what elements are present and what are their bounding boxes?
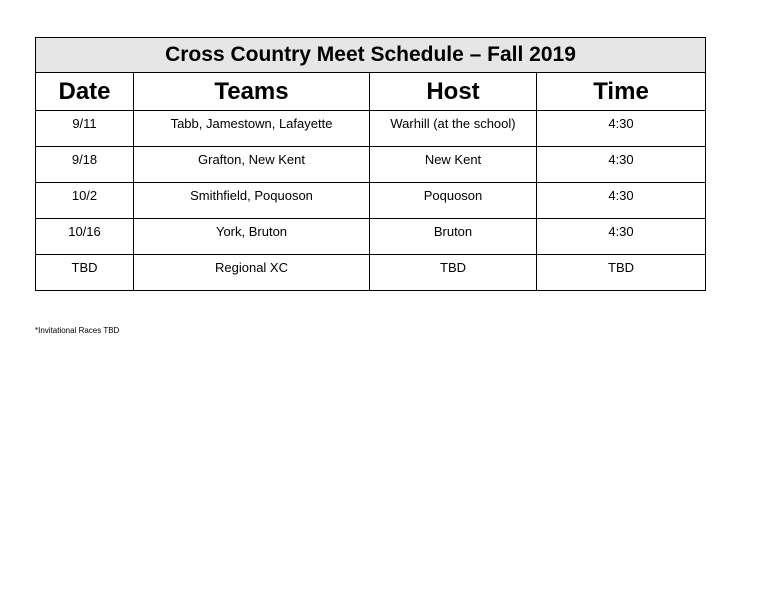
time-cell: TBD xyxy=(537,255,706,291)
teams-cell: Grafton, New Kent xyxy=(134,147,370,183)
table-row xyxy=(36,255,706,291)
time-cell: 4:30 xyxy=(537,111,706,147)
date-cell: 9/11 xyxy=(36,111,134,147)
header-row xyxy=(36,73,706,111)
host-cell: TBD xyxy=(370,255,537,291)
table-row xyxy=(36,111,706,147)
date-cell: TBD xyxy=(36,255,134,291)
time-cell: 4:30 xyxy=(537,183,706,219)
teams-cell: Regional XC xyxy=(134,255,370,291)
time-cell: 4:30 xyxy=(537,219,706,255)
column-header-teams: Teams xyxy=(134,73,370,111)
table-title: Cross Country Meet Schedule – Fall 2019 xyxy=(36,38,706,73)
title-row xyxy=(36,38,706,73)
column-header-time: Time xyxy=(537,73,706,111)
table-row xyxy=(36,147,706,183)
host-cell: Warhill (at the school) xyxy=(370,111,537,147)
host-cell: Poquoson xyxy=(370,183,537,219)
meet-schedule-table xyxy=(35,37,706,291)
footnote: *Invitational Races TBD xyxy=(35,326,120,335)
host-cell: New Kent xyxy=(370,147,537,183)
host-cell: Bruton xyxy=(370,219,537,255)
date-cell: 10/2 xyxy=(36,183,134,219)
time-cell: 4:30 xyxy=(537,147,706,183)
date-cell: 9/18 xyxy=(36,147,134,183)
teams-cell: Smithfield, Poquoson xyxy=(134,183,370,219)
column-header-date: Date xyxy=(36,73,134,111)
table-row xyxy=(36,219,706,255)
column-header-host: Host xyxy=(370,73,537,111)
teams-cell: York, Bruton xyxy=(134,219,370,255)
table-row xyxy=(36,183,706,219)
date-cell: 10/16 xyxy=(36,219,134,255)
teams-cell: Tabb, Jamestown, Lafayette xyxy=(134,111,370,147)
